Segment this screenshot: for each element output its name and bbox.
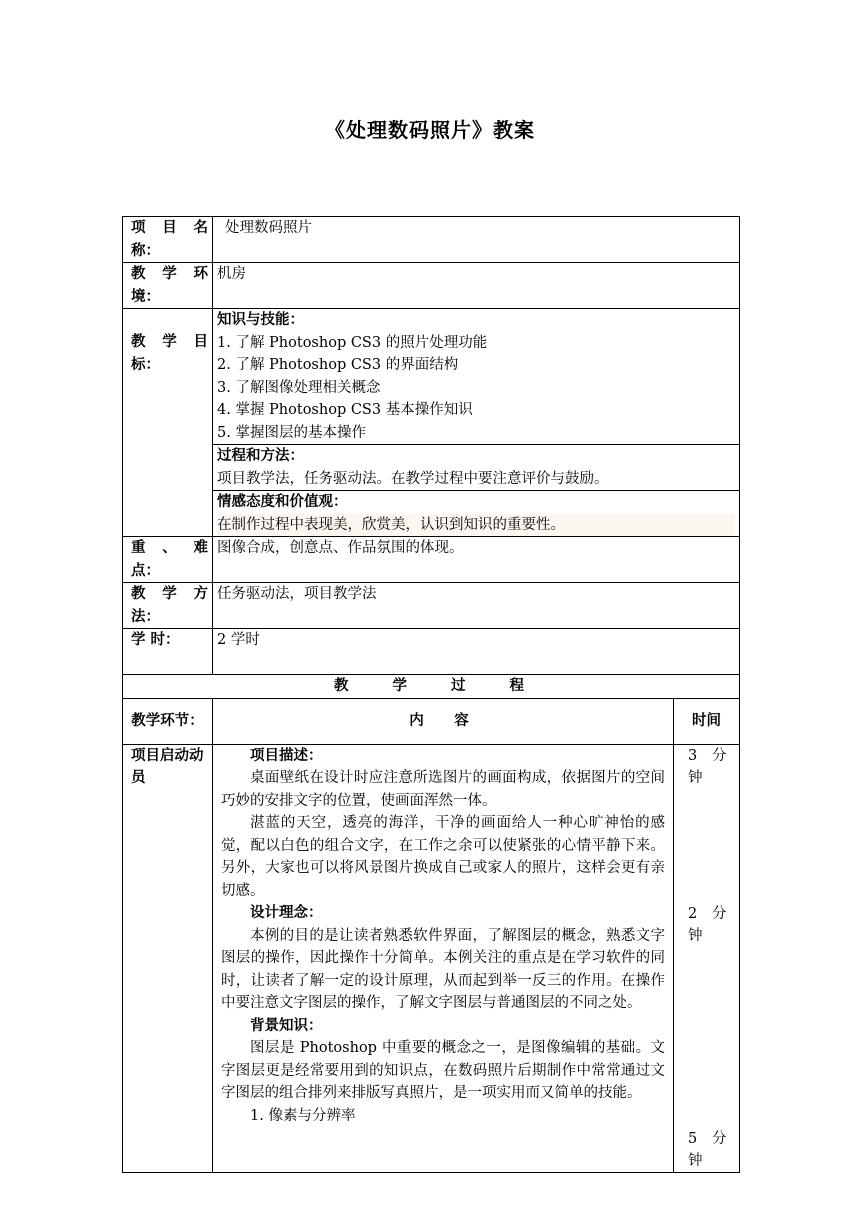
knowledge-item: 2. 了解 Photoshop CS3 的界面结构 xyxy=(217,357,459,373)
time-unit: 分 xyxy=(712,905,727,922)
page-title: 《处理数码照片》教案 xyxy=(325,118,535,142)
time-num: 3 xyxy=(688,747,698,764)
row-goals-attitude xyxy=(123,491,740,537)
heading-background: 背景知识： xyxy=(250,1016,323,1034)
paragraph: 桌面壁纸在设计时应注意所选图片的画面构成，依据图片的空间巧妙的安排文字的位置，使画面浑然一体。 xyxy=(221,770,665,809)
stage-name: 项目启动动员 xyxy=(123,744,213,1172)
label-method: 教 学 方 法： xyxy=(123,583,213,629)
label-hours: 学 时： xyxy=(123,629,213,675)
row-key-points xyxy=(123,537,740,583)
row-goals-process xyxy=(123,445,740,491)
time-unit: 分 xyxy=(712,747,727,764)
paragraph: 图层是 Photoshop 中重要的概念之一，是图像编辑的基础。文字图层更是经常要用到的知识点，在数码照片后期制作中常常通过文字图层的组合排列来排版写真照片，是一项实用而又简单的技能。 xyxy=(221,1040,665,1101)
time-unit: 钟 xyxy=(688,770,703,786)
row-process-title xyxy=(123,675,740,699)
value-hours: 2 学时 xyxy=(213,629,740,675)
knowledge-heading: 知识与技能： xyxy=(217,311,304,328)
label-project-name: 项 目 名 称： xyxy=(123,217,213,263)
stage-content xyxy=(213,744,674,1172)
row-stage-1 xyxy=(123,744,740,1172)
time-unit: 分 xyxy=(712,1130,727,1147)
knowledge-item: 1. 了解 Photoshop CS3 的照片处理功能 xyxy=(217,334,488,351)
time-unit: 钟 xyxy=(688,928,703,944)
value-key-points: 图像合成，创意点、作品氛围的体现。 xyxy=(213,537,740,583)
row-environment xyxy=(123,263,740,309)
time-entry xyxy=(688,903,728,948)
value-method: 任务驱动法，项目教学法 xyxy=(213,583,740,629)
list-item-pixel: 1. 像素与分辨率 xyxy=(250,1107,356,1124)
paragraph: 本例的目的是让读者熟悉软件界面，了解图层的概念，熟悉文字图层的操作，因此操作十分简单。本例关注的重点是在学习软件的同时，让读者了解一定的设计原理，从而起到举一反三的作用。在操作中要注意文字图层的操作，了解文字图层与普通图层的不同之处。 xyxy=(221,927,665,1011)
process-section-title: 教学过程 xyxy=(123,675,740,699)
process-heading: 过程和方法： xyxy=(217,447,304,464)
header-stage: 教学环节： xyxy=(123,698,213,744)
time-num: 5 xyxy=(688,1130,698,1147)
time-unit: 钟 xyxy=(688,1153,703,1169)
goals-process-cell xyxy=(213,445,740,491)
lesson-plan-table xyxy=(122,216,740,1173)
header-content: 内 容 xyxy=(213,698,674,744)
process-text: 项目教学法，任务驱动法。在教学过程中要注意评价与鼓励。 xyxy=(217,470,609,487)
knowledge-item: 5. 掌握图层的基本操作 xyxy=(217,424,366,441)
time-num: 2 xyxy=(688,905,698,922)
knowledge-item: 3. 了解图像处理相关概念 xyxy=(217,379,381,396)
label-key-points: 重 、 难 点： xyxy=(123,537,213,583)
value-project-name: 处理数码照片 xyxy=(213,217,740,263)
label-goals: 教 学 目 标： xyxy=(123,309,213,537)
knowledge-item: 4. 掌握 Photoshop CS3 基本操作知识 xyxy=(217,402,473,418)
heading-description: 项目描述： xyxy=(250,746,323,764)
value-environment: 机房 xyxy=(213,263,740,309)
row-goals-knowledge xyxy=(123,309,740,445)
paragraph: 湛蓝的天空，透亮的海洋，干净的画面给人一种心旷神怡的感觉，配以白色的组合文字，在工作之余可以使紧张的心情平静下来。另外，大家也可以将风景图片换成自己或家人的照片，这样会更有亲切感。 xyxy=(221,815,665,899)
row-hours xyxy=(123,629,740,675)
goals-knowledge-cell xyxy=(213,309,740,445)
attitude-heading: 情感态度和价值观： xyxy=(217,493,348,510)
row-project-name xyxy=(123,217,740,263)
stage-time xyxy=(674,744,740,1172)
row-method xyxy=(123,583,740,629)
label-environment: 教 学 环 境： xyxy=(123,263,213,309)
time-entry xyxy=(688,745,728,790)
goals-attitude-cell xyxy=(213,491,740,537)
time-entry xyxy=(688,1128,728,1173)
attitude-text: 在制作过程中表现美，欣赏美，认识到知识的重要性。 xyxy=(217,514,735,537)
heading-design-concept: 设计理念： xyxy=(250,904,323,921)
header-time: 时间 xyxy=(674,698,740,744)
row-column-headers xyxy=(123,698,740,744)
